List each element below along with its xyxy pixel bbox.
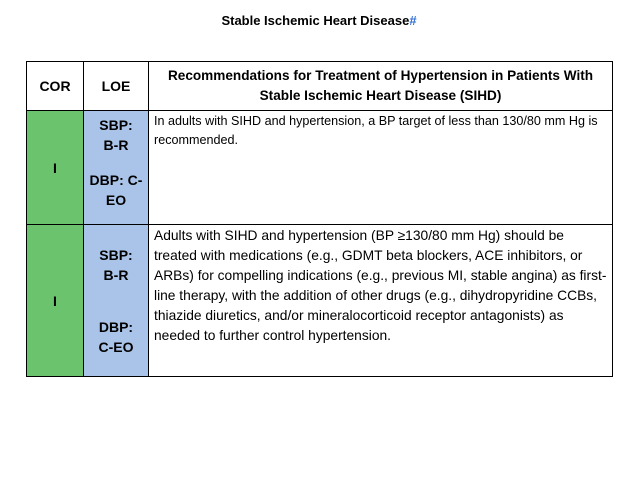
loe-dbp: DBP: C-EO (98, 318, 134, 355)
slide-title (0, 13, 638, 28)
recommendation-text: In adults with SIHD and hypertension, a BP target of less than 130/80 mm Hg is recommended. (149, 111, 613, 225)
loe-dbp: DBP: C- EO (89, 171, 143, 208)
title-hash-mark: # (409, 13, 417, 28)
loe-sbp: SBP: B-R (99, 117, 133, 153)
table-row (27, 111, 613, 225)
recommendations-table (26, 61, 613, 377)
loe-cell (84, 225, 149, 377)
loe-sbp: SBP: B-R (99, 247, 133, 283)
header-loe: LOE (84, 62, 149, 111)
table-header-row (27, 62, 613, 111)
header-recommendation: Recommendations for Treatment of Hypertension in Patients With Stable Ischemic Heart Disease (SIHD) (149, 62, 613, 111)
slide-title-text: Stable Ischemic Heart Disease (221, 13, 410, 28)
header-cor: COR (27, 62, 84, 111)
table-row (27, 225, 613, 377)
cor-cell: I (27, 225, 84, 377)
recommendation-text: Adults with SIHD and hypertension (BP ≥130/80 mm Hg) should be treated with medications (e.g., GDMT beta blockers, ACE inhibitors, or ARBs) for compelling indications (e.g., previous MI, stable angina) as first-line therapy, with the addition of other drugs (e.g., dihydropyridine CCBs, thiazide diuretics, and/or mineralocorticoid receptor antagonists) as needed to further control hypertension. (149, 225, 613, 377)
loe-cell (84, 111, 149, 225)
cor-cell: I (27, 111, 84, 225)
